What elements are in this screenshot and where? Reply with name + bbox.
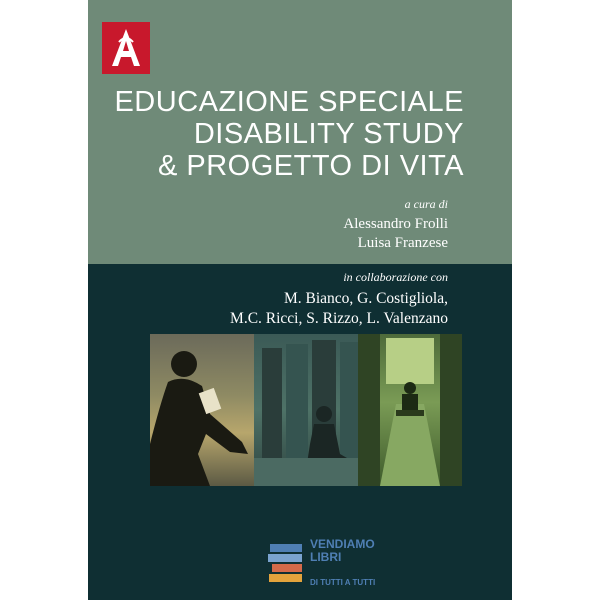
collaborators-block — [230, 270, 448, 329]
hallway-desk-photo — [358, 334, 462, 486]
curators-block — [343, 197, 448, 253]
watermark-tagline: DI TUTTI A TUTTI — [310, 578, 376, 587]
watermark — [266, 538, 406, 594]
collab-label: in collaborazione con — [343, 270, 448, 284]
curated-label: a cura di — [404, 197, 448, 211]
library-student-photo — [254, 334, 358, 486]
collaborator-names: M.C. Ricci, S. Rizzo, L. Valenzano — [230, 310, 448, 327]
curator-name: Luisa Franzese — [357, 235, 448, 251]
title-line: DISABILITY STUDY — [193, 118, 464, 150]
collaborator-names: M. Bianco, G. Costigliola, — [283, 290, 448, 307]
curator-name: Alessandro Frolli — [343, 216, 448, 232]
child-reading-photo — [150, 334, 254, 486]
watermark-title — [310, 538, 375, 564]
stacked-books-icon — [266, 540, 306, 590]
title-line: & PROGETTO DI VITA — [157, 150, 464, 182]
cover-photo-strip — [150, 334, 462, 486]
watermark-line: LIBRI — [310, 550, 342, 564]
title-line: EDUCAZIONE SPECIALE — [114, 86, 464, 118]
publisher-logo-icon — [102, 22, 150, 74]
book-cover — [88, 0, 512, 600]
book-title — [114, 86, 464, 182]
watermark-line: VENDIAMO — [310, 537, 375, 551]
